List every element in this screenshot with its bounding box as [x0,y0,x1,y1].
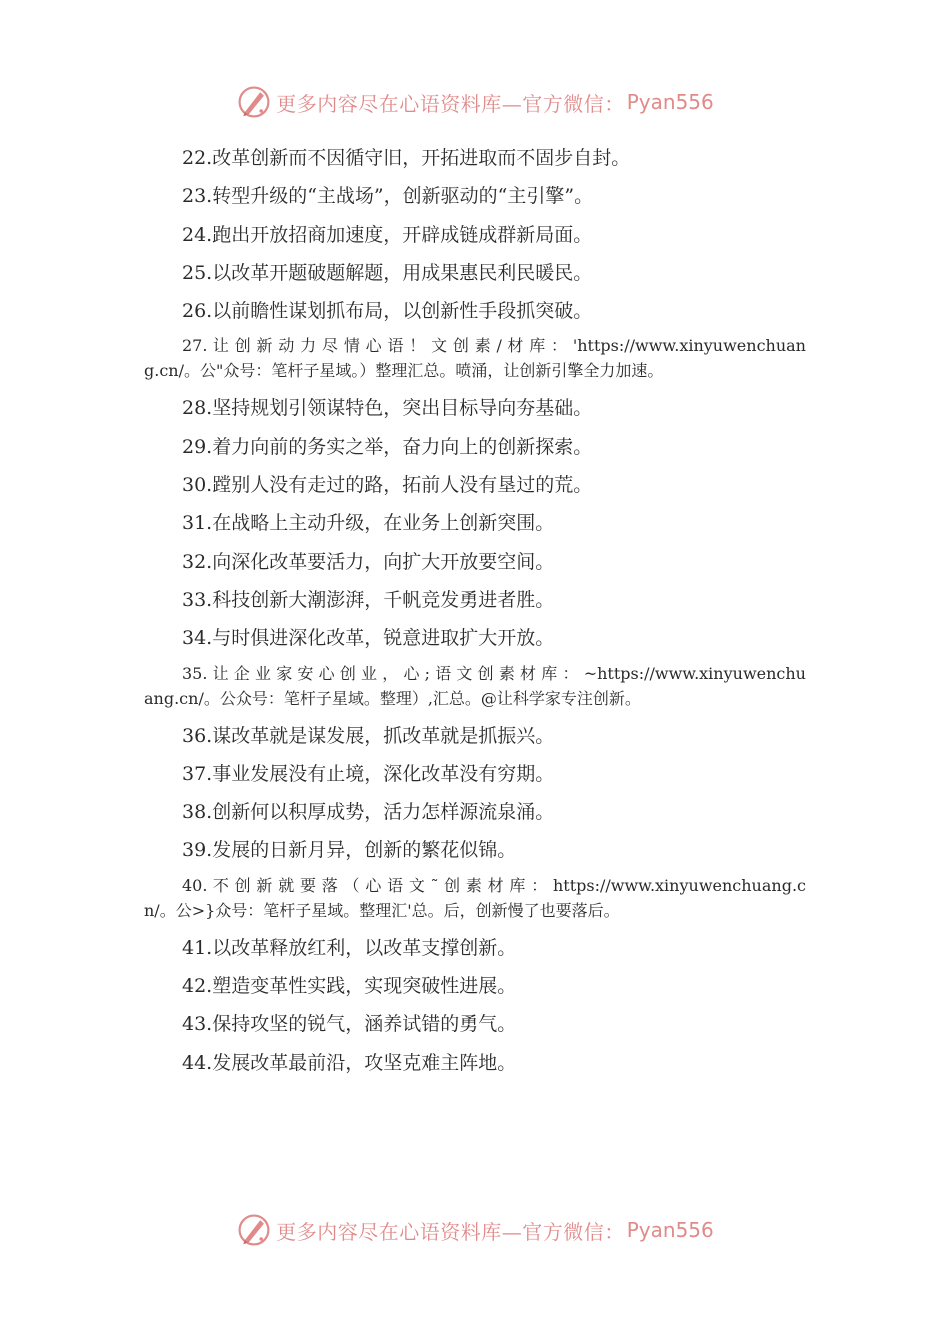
paragraph-item: 40. 不 创 新 就 要 落 （ 心 语 文 ˜ 创 素 材 库 ： https://www.xinyuwenchuang.cn/。公>}众号：笔杆子星域。整理汇'总。后，创新慢了也要落后。 [144,875,806,920]
pen-logo-icon [236,84,272,120]
list-item: 30.蹚别人没有走过的路，拓前人没有垦过的荒。 [182,474,593,497]
list-item: 25.以改革开题破题解题，用成果惠民利民暖民。 [182,261,593,284]
list-item: 36.谋改革就是谋发展，抓改革就是抓振兴。 [182,724,555,747]
list-item: 42.塑造变革性实践，实现突破性进展。 [182,975,517,998]
header-watermark [0,82,950,122]
list-item: 41.以改革释放红利，以改革支撑创新。 [182,936,517,959]
footer-watermark-text: 更多内容尽在心语资料库—官方微信： [276,1219,625,1244]
list-item: 22.改革创新而不因循守旧，开拓进取而不固步自封。 [182,147,631,169]
list-item: 37.事业发展没有止境，深化改革没有穷期。 [182,762,555,785]
list-item: 32.向深化改革要活力，向扩大开放要空间。 [182,550,555,573]
footer-watermark-id: Pyan556 [626,1218,714,1242]
list-item: 28.坚持规划引领谋特色，突出目标导向夯基础。 [182,397,593,420]
list-item: 38.创新何以积厚成势，活力怎样源流泉涌。 [182,801,555,824]
list-item: 23.转型升级的“主战场”，创新驱动的“主引擎”。 [182,185,594,208]
list-item: 44.发展改革最前沿，攻坚克难主阵地。 [182,1051,517,1074]
list-item: 31.在战略上主动升级，在业务上创新突围。 [182,512,555,535]
list-item: 43.保持攻坚的锐气，涵养试错的勇气。 [182,1013,517,1036]
list-item: 39.发展的日新月异，创新的繁花似锦。 [182,839,517,862]
header-watermark-text: 更多内容尽在心语资料库—官方微信： [276,91,625,116]
list-item: 33.科技创新大潮澎湃，千帆竞发勇进者胜。 [182,588,555,611]
list-item: 34.与时俱进深化改革，锐意进取扩大开放。 [182,627,555,650]
list-item: 29.着力向前的务实之举，奋力向上的创新探索。 [182,435,593,458]
list-item: 24.跑出开放招商加速度，开辟成链成群新局面。 [182,223,593,246]
header-watermark-id: Pyan556 [626,90,714,114]
list-item: 26.以前瞻性谋划抓布局，以创新性手段抓突破。 [182,300,593,323]
paragraph-item: 35. 让 企 业 家 安 心 创 业 ， 心 ; 语 文 创 素 材 库 ： ~https://www.xinyuwenchuang.cn/。公众号：笔杆子星域。整理）,汇总。@让科学家专注创新。 [144,663,806,708]
footer-watermark [0,1210,950,1250]
pen-logo-icon [236,1212,272,1248]
paragraph-item: 27. 让 创 新 动 力 尽 情 心 语 ！ 文 创 素 / 材 库 ： 'https://www.xinyuwenchuang.cn/。公"众号：笔杆子星域。）整理汇总。喷涌，让创新引擎全力加速。 [144,336,806,381]
document-body [144,139,806,1082]
